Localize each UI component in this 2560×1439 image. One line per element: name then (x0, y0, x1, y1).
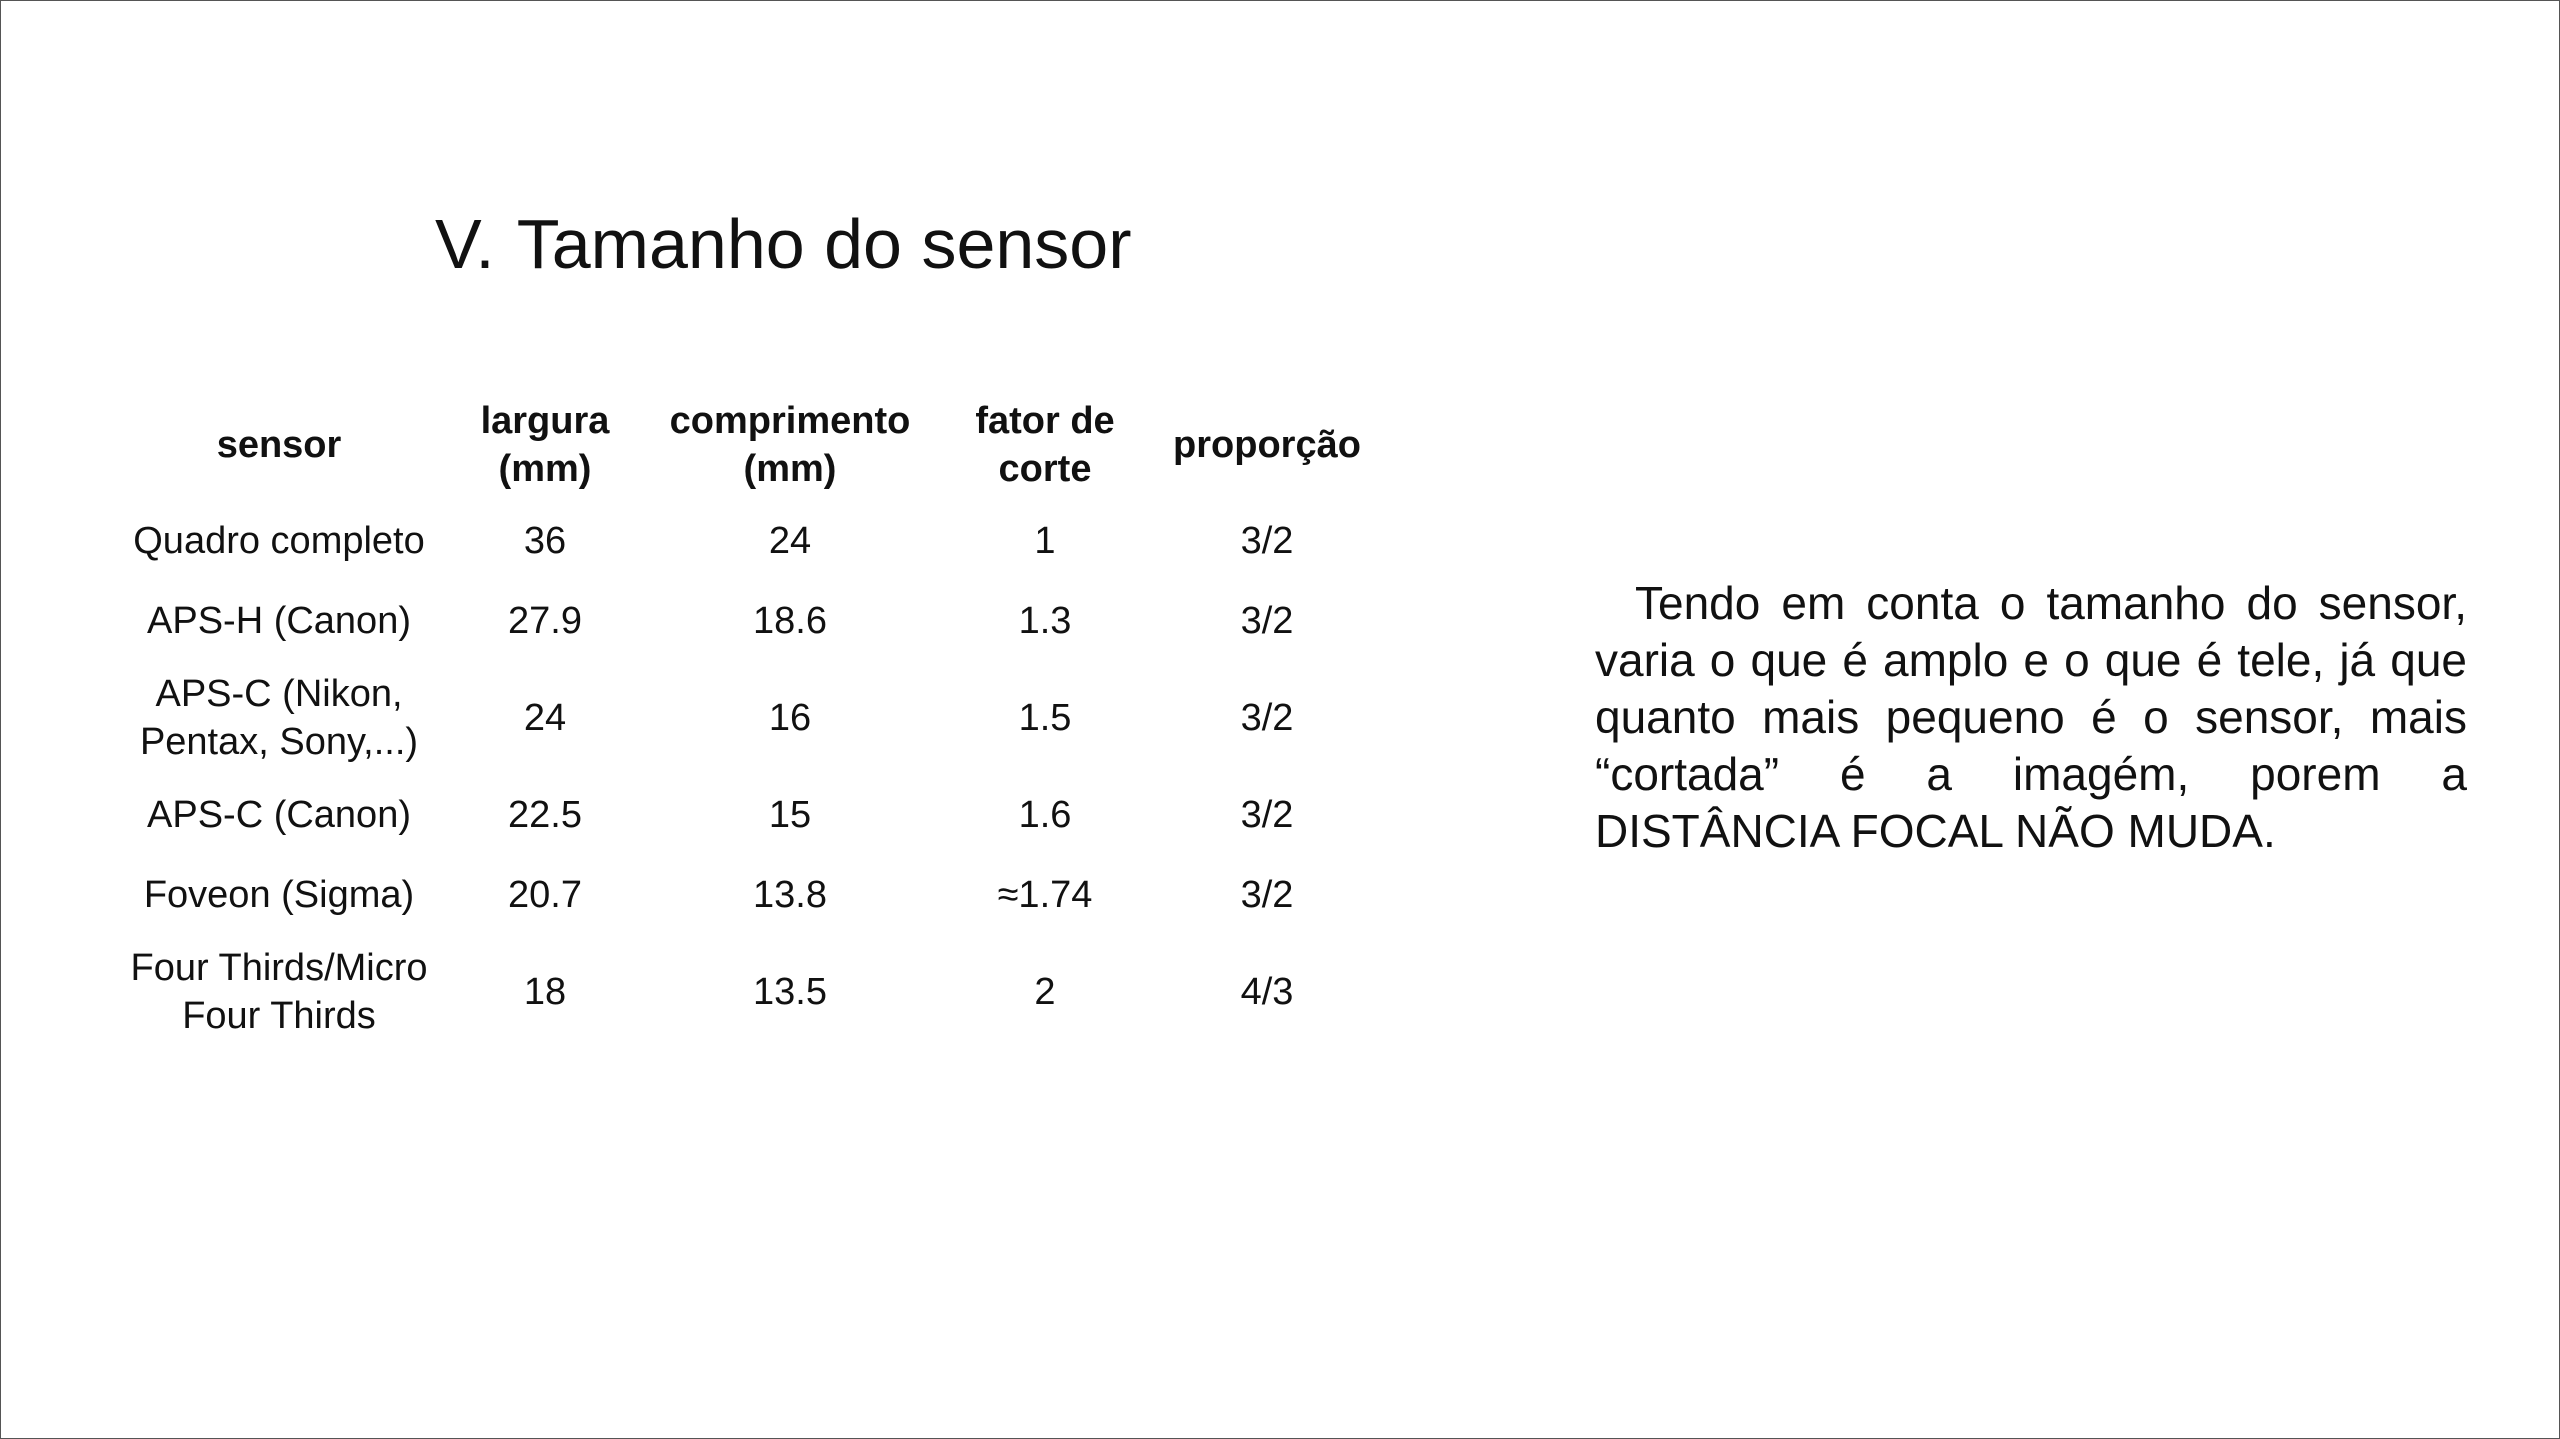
header-sensor: sensor (216, 424, 342, 466)
cell-sensor: Four Thirds/Micro Four Thirds (130, 947, 428, 1037)
cell-proporcao: 3/2 (1240, 697, 1294, 739)
cell-comprimento: 13.8 (753, 874, 827, 916)
cell-proporcao: 3/2 (1240, 600, 1294, 642)
cell-fator: 1.6 (1018, 794, 1072, 836)
cell-sensor: APS-C (Nikon, Pentax, Sony,...) (139, 673, 419, 763)
cell-sensor: Foveon (Sigma) (143, 874, 415, 916)
cell-proporcao: 4/3 (1240, 971, 1294, 1013)
cell-comprimento: 13.5 (753, 971, 827, 1013)
header-largura: largura (mm) (480, 400, 610, 490)
cell-fator: ≈1.74 (997, 874, 1093, 916)
cell-sensor: APS-C (Canon) (147, 794, 411, 836)
table-row (105, 855, 1387, 935)
cell-sensor: Quadro completo (133, 520, 425, 562)
cell-fator: 1 (1034, 520, 1056, 562)
cell-proporcao: 3/2 (1240, 874, 1294, 916)
cell-sensor: APS-H (Canon) (147, 600, 411, 642)
table-row (105, 935, 1387, 1049)
cell-proporcao: 3/2 (1240, 794, 1294, 836)
cell-comprimento: 24 (768, 520, 812, 562)
cell-comprimento: 15 (768, 794, 812, 836)
cell-comprimento: 16 (768, 697, 812, 739)
cell-largura: 20.7 (508, 874, 582, 916)
table-row (105, 775, 1387, 855)
header-fator-de-corte: fator de corte (975, 400, 1115, 490)
cell-fator: 2 (1034, 971, 1056, 1013)
cell-largura: 36 (523, 520, 567, 562)
table-row (105, 581, 1387, 661)
cell-largura: 22.5 (508, 794, 582, 836)
title-text: Tamanho do sensor (516, 205, 1132, 283)
explanation-paragraph: Tendo em conta o tamanho do sensor, varia o que é amplo e o que é tele, já que quanto mais pequeno é o sensor, mais “cortada” é a imagém, porem a DISTÂNCIA FOCAL NÃO MUDA. (1595, 577, 2467, 857)
slide-title (435, 199, 1132, 289)
sensor-size-table (105, 389, 1387, 1049)
cell-proporcao: 3/2 (1240, 520, 1294, 562)
cell-fator: 1.5 (1018, 697, 1072, 739)
cell-largura: 18 (523, 971, 567, 1013)
title-number: V. (435, 205, 495, 283)
header-proporcao: proporção (1173, 424, 1361, 466)
cell-largura: 24 (523, 697, 567, 739)
cell-comprimento: 18.6 (753, 600, 827, 642)
table-header-row (105, 389, 1387, 501)
table-row (105, 661, 1387, 775)
cell-largura: 27.9 (508, 600, 582, 642)
cell-fator: 1.3 (1018, 600, 1072, 642)
header-comprimento: comprimento (mm) (669, 400, 911, 490)
table-row (105, 501, 1387, 581)
